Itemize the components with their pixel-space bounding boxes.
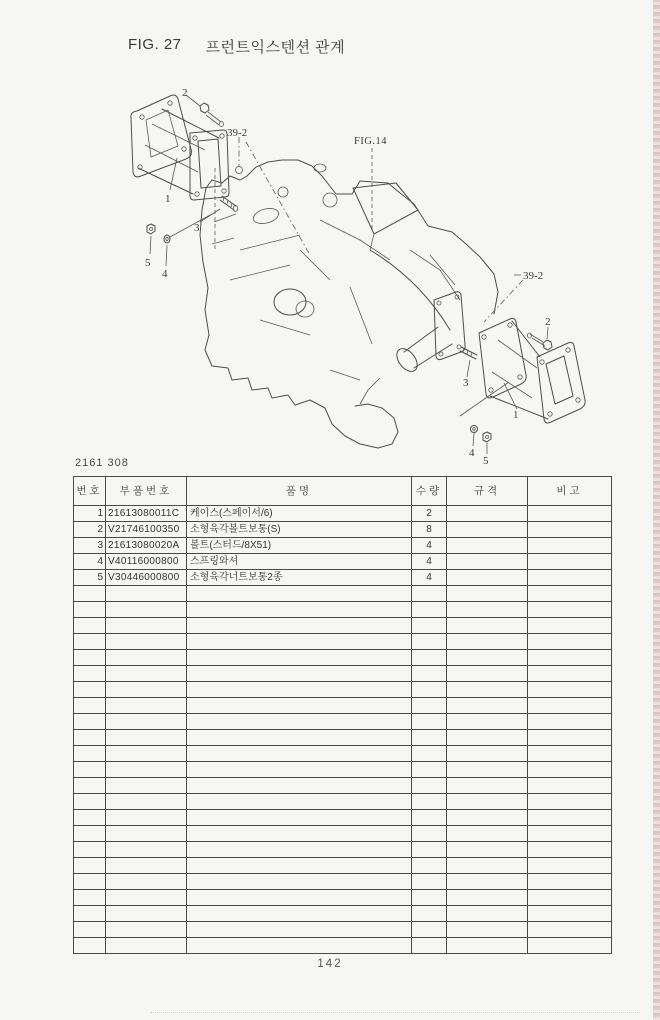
col-header-part-no: 부품번호 — [106, 477, 187, 506]
parts-table — [73, 476, 612, 954]
table-row — [74, 778, 612, 794]
table-row — [74, 586, 612, 602]
catalog-code: 2161 308 — [75, 457, 129, 469]
callout-right-2: 2 — [545, 316, 551, 328]
table-row — [74, 602, 612, 618]
table-row — [74, 634, 612, 650]
callout-left-4: 4 — [162, 268, 168, 280]
col-header-no: 번호 — [74, 477, 106, 506]
fig-title-korean: 프런트익스텐션 관계 — [205, 39, 346, 56]
callout-right-5: 5 — [483, 455, 489, 467]
table-row — [74, 810, 612, 826]
callout-left-5: 5 — [145, 257, 151, 269]
scan-speckle-line — [150, 1012, 640, 1013]
callout-right-39-2: 39-2 — [523, 270, 544, 282]
table-row — [74, 874, 612, 890]
table-row: 1 21613080011C 케이스(스페이서/6) 2 — [74, 506, 612, 522]
callout-right-4: 4 — [469, 447, 475, 459]
table-row — [74, 794, 612, 810]
page-number: 142 — [317, 958, 343, 970]
callout-left-3: 3 — [194, 222, 200, 234]
table-row — [74, 730, 612, 746]
table-row — [74, 762, 612, 778]
table-row: 3 21613080020A 볼트(스터드/8X51) 4 — [74, 538, 612, 554]
table-row — [74, 666, 612, 682]
callout-left-1: 1 — [165, 193, 171, 205]
col-header-qty: 수량 — [412, 477, 447, 506]
table-row: 2 V21746100350 소형육각볼트보통(S) 8 — [74, 522, 612, 538]
callout-left-39-2: 39-2 — [227, 127, 248, 139]
col-header-note: 비고 — [528, 477, 612, 506]
table-row — [74, 938, 612, 954]
col-header-name: 품명 — [187, 477, 412, 506]
table-row: 4 V40116000800 스프링와셔 4 — [74, 554, 612, 570]
callout-right-1: 1 — [513, 409, 519, 421]
parts-diagram — [0, 0, 660, 470]
table-row — [74, 842, 612, 858]
table-row — [74, 698, 612, 714]
table-row — [74, 714, 612, 730]
table-row — [74, 826, 612, 842]
callout-right-3: 3 — [463, 377, 469, 389]
fig-label: FIG. 27 — [128, 36, 182, 53]
table-row — [74, 858, 612, 874]
parts-table-header — [74, 477, 612, 506]
table-row — [74, 650, 612, 666]
table-row — [74, 682, 612, 698]
table-row — [74, 746, 612, 762]
table-row — [74, 618, 612, 634]
table-row: 5 V30446000800 소형육각너트보통2종 4 — [74, 570, 612, 586]
table-row — [74, 906, 612, 922]
table-row — [74, 890, 612, 906]
table-row — [74, 922, 612, 938]
callout-left-2: 2 — [182, 87, 188, 99]
fig14-reference-label: FIG.14 — [354, 136, 388, 147]
parts-table-body — [74, 506, 612, 954]
col-header-spec: 규격 — [447, 477, 528, 506]
